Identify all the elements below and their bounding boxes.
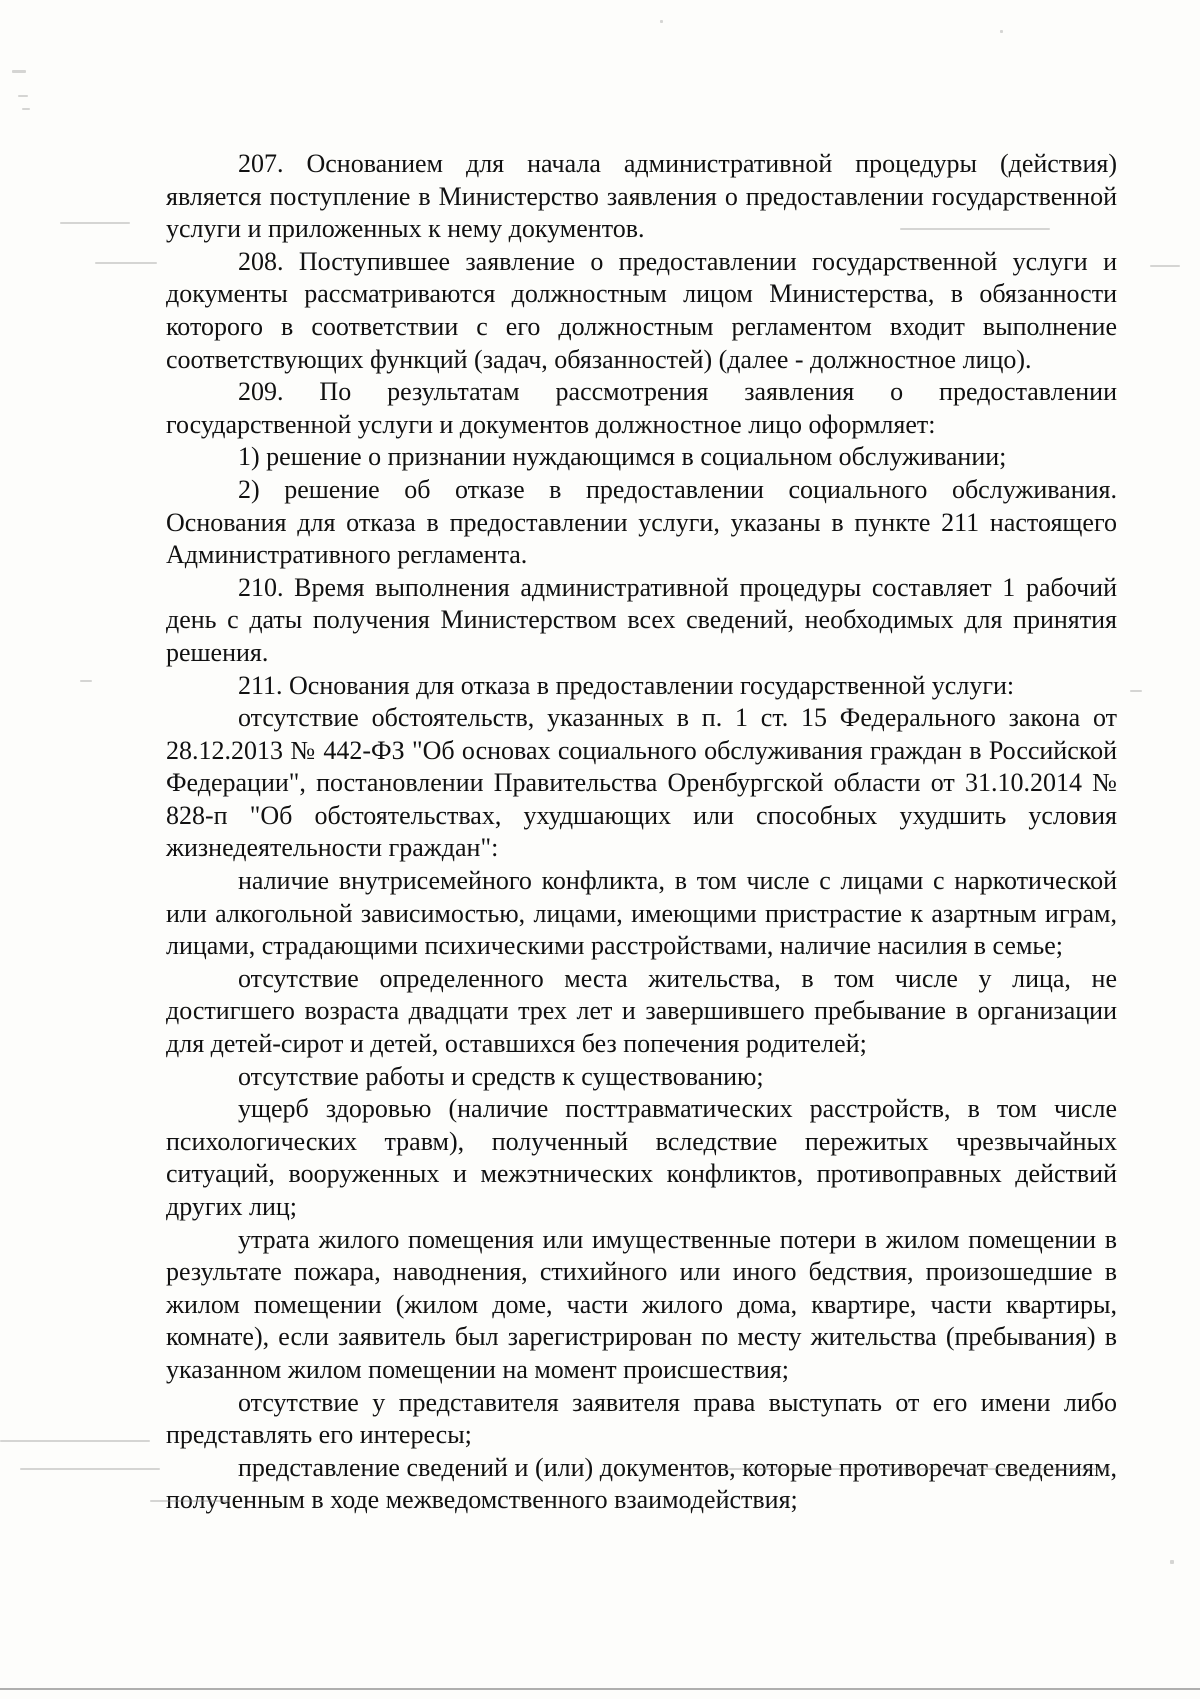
ground-item-housing-loss: утрата жилого помещения или имущественные потери в жилом помещении в результате пожара, наводнения, стихийного или иного бедствия, произошедшие в жилом помещении (жилом доме, части жилого дома, квартире, части квартиры, комнате), если заявитель был зарегистрирован по месту жительства (пребывания) в указанном жилом помещении на момент происшествия;: [166, 1224, 1117, 1384]
ground-item-health-damage: ущерб здоровью (наличие посттравматических расстройств, в том числе психологических травм), полученный вследствие пережитых чрезвычайных ситуаций, вооруженных и межэтнических конфликтов, противоправных действий других лиц;: [166, 1094, 1117, 1221]
scan-speck: [20, 1468, 160, 1470]
scan-bottom-edge: [0, 1688, 1200, 1690]
scan-speck: [12, 70, 26, 73]
scan-speck: [80, 680, 92, 682]
paragraph-207: 207. Основанием для начала административной процедуры (действия) является поступление в Министерство заявления о предоставлении государственной услуги и приложенных к нему документов.: [166, 149, 1117, 244]
ground-item-contradicting-data: представление сведений и (или) документов, которые противоречат сведениям, полученным в ходе межведомственного взаимодействия;: [166, 1452, 1117, 1515]
scan-speck: [680, 1468, 1110, 1470]
ground-item-no-residence: отсутствие определенного места жительства, в том числе у лица, не достигшего возраста двадцати трех лет и завершившего пребывание в организации для детей-сирот и детей, оставшихся без попечения родителей;: [166, 963, 1117, 1059]
paragraph-209: 209. По результатам рассмотрения заявления о предоставлении государственной услуги и документов должностное лицо оформляет:: [166, 377, 1117, 439]
scan-speck: [900, 228, 1050, 230]
scan-speck: [1150, 265, 1180, 267]
scan-speck: [0, 1440, 150, 1442]
list-item-1: 1) решение о признании нуждающимся в социальном обслуживании;: [238, 442, 1007, 472]
paragraph-211: 211. Основания для отказа в предоставлении государственной услуги:: [238, 670, 1015, 700]
scan-speck: [150, 1500, 230, 1502]
list-item-2: 2) решение об отказе в предоставлении социального обслуживания. Основания для отказа в предоставлении услуги, указаны в пункте 211 настоящего Административного регламента.: [166, 474, 1117, 570]
ground-item-no-circumstances: отсутствие обстоятельств, указанных в п. 1 ст. 15 Федерального закона от 28.12.2013 № 442-ФЗ "Об основах социального обслуживания граждан в Российской Федерации", постановлении Правительства Оренбургской области от 31.10.2014 № 828-п "Об обстоятельствах, ухудшающих или способных ухудшить условия жизнедеятельности граждан":: [166, 703, 1117, 863]
scan-speck: [60, 222, 130, 224]
scan-speck: [660, 20, 663, 23]
scan-speck: [1170, 1560, 1174, 1564]
scan-speck: [22, 108, 30, 110]
scan-speck: [95, 262, 157, 264]
ground-item-no-authority: отсутствие у представителя заявителя права выступать от его имени либо представлять его интересы;: [166, 1387, 1117, 1450]
ground-item-no-work: отсутствие работы и средств к существованию;: [238, 1061, 764, 1091]
paragraph-210: 210. Время выполнения административной процедуры составляет 1 рабочий день с даты получения Министерством всех сведений, необходимых для принятия решения.: [166, 572, 1117, 667]
document-body: [166, 148, 1117, 1517]
scan-speck: [18, 95, 28, 97]
paragraph-208: 208. Поступившее заявление о предоставлении государственной услуги и документы рассматриваются должностным лицом Министерства, в обязанности которого в соответствии с его должностным регламентом входит выполнение соответствующих функций (задач, обязанностей) (далее - должностное лицо).: [166, 246, 1117, 374]
scan-speck: [1000, 30, 1003, 33]
scan-speck: [1130, 690, 1142, 692]
ground-item-family-conflict: наличие внутрисемейного конфликта, в том числе с лицами с наркотической или алкогольной зависимостью, лицами, имеющими пристрастие к азартным играм, лицами, страдающими психическими расстройствами, наличие насилия в семье;: [166, 866, 1117, 961]
